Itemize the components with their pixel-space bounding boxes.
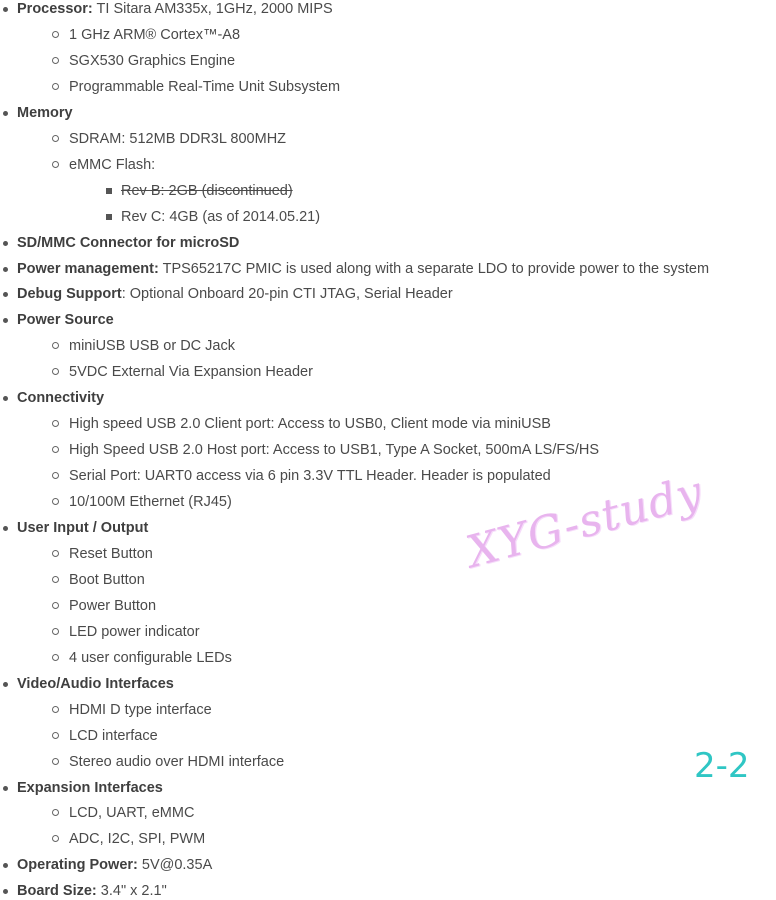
spec-item-value: 5VDC External Via Expansion Header bbox=[69, 364, 313, 380]
circle-bullet-icon bbox=[52, 472, 59, 479]
spec-item-label: Connectivity bbox=[17, 390, 105, 406]
spec-item-label: User Input / Output bbox=[17, 520, 149, 536]
watermark: XYG-study bbox=[461, 466, 709, 579]
spec-item-text bbox=[17, 260, 709, 278]
circle-bullet-icon bbox=[52, 550, 59, 557]
spec-item-text bbox=[121, 182, 293, 200]
spec-item-text bbox=[17, 0, 333, 18]
circle-bullet-icon bbox=[52, 161, 59, 168]
spec-item-text bbox=[17, 285, 453, 303]
spec-item-text bbox=[121, 208, 320, 226]
spec-item-text bbox=[17, 234, 239, 252]
spec-item-label: Power Source bbox=[17, 312, 114, 328]
spec-item-value: HDMI D type interface bbox=[69, 702, 212, 718]
spec-item-value: Rev B: 2GB (discontinued) bbox=[121, 183, 293, 199]
spec-item-value: TI Sitara AM335x, 1GHz, 2000 MIPS bbox=[92, 1, 333, 17]
spec-item-value: 10/100M Ethernet (RJ45) bbox=[69, 494, 232, 510]
spec-item-value: High speed USB 2.0 Client port: Access to USB0, Client mode via miniUSB bbox=[69, 416, 551, 432]
spec-item-text bbox=[69, 52, 235, 70]
disc-bullet-icon bbox=[3, 863, 8, 868]
spec-item-value: Serial Port: UART0 access via 6 pin 3.3V TTL Header. Header is populated bbox=[69, 468, 551, 484]
spec-item-text bbox=[17, 675, 174, 693]
spec-item-text bbox=[17, 519, 148, 537]
spec-item-value: SGX530 Graphics Engine bbox=[69, 53, 236, 69]
circle-bullet-icon bbox=[52, 31, 59, 38]
spec-item-text bbox=[69, 571, 145, 589]
spec-item-text bbox=[69, 649, 232, 667]
spec-item-text bbox=[69, 130, 286, 148]
spec-item-text bbox=[17, 779, 163, 797]
spec-item-text bbox=[69, 26, 240, 44]
spec-item-text bbox=[17, 311, 114, 329]
circle-bullet-icon bbox=[52, 732, 59, 739]
circle-bullet-icon bbox=[52, 368, 59, 375]
spec-item-value: ADC, I2C, SPI, PWM bbox=[69, 831, 206, 847]
spec-item-text bbox=[69, 623, 200, 641]
spec-item-text bbox=[69, 493, 232, 511]
spec-item-text bbox=[69, 597, 156, 615]
spec-item-label: Processor: bbox=[17, 1, 93, 17]
circle-bullet-icon bbox=[52, 446, 59, 453]
spec-item-label: Expansion Interfaces bbox=[17, 780, 163, 796]
circle-bullet-icon bbox=[52, 602, 59, 609]
square-bullet-icon bbox=[106, 214, 112, 220]
spec-item-text bbox=[69, 701, 212, 719]
spec-item-label: Power management: bbox=[17, 261, 159, 277]
spec-item-value: Power Button bbox=[69, 598, 157, 614]
spec-item-value: TPS65217C PMIC is used along with a separate LDO to provide power to the system bbox=[158, 261, 710, 277]
disc-bullet-icon bbox=[3, 292, 8, 297]
disc-bullet-icon bbox=[3, 111, 8, 116]
circle-bullet-icon bbox=[52, 57, 59, 64]
spec-item-text bbox=[69, 78, 340, 96]
spec-item-value: : Optional Onboard 20-pin CTI JTAG, Serial Header bbox=[121, 286, 453, 302]
spec-item-value: LCD, UART, eMMC bbox=[69, 805, 195, 821]
disc-bullet-icon bbox=[3, 889, 8, 894]
spec-item-value: Rev C: 4GB (as of 2014.05.21) bbox=[121, 209, 321, 225]
spec-item-value: Reset Button bbox=[69, 546, 153, 562]
disc-bullet-icon bbox=[3, 267, 8, 272]
spec-item-text bbox=[69, 545, 153, 563]
spec-item-text bbox=[17, 389, 104, 407]
spec-item-value: 4 user configurable LEDs bbox=[69, 650, 232, 666]
spec-item-value: Programmable Real-Time Unit Subsystem bbox=[69, 79, 341, 95]
circle-bullet-icon bbox=[52, 498, 59, 505]
spec-item-text bbox=[69, 156, 155, 174]
spec-item-value: SDRAM: 512MB DDR3L 800MHZ bbox=[69, 131, 287, 147]
spec-item-text bbox=[69, 415, 551, 433]
spec-item-text bbox=[17, 104, 73, 122]
spec-item-value: 5V@0.35A bbox=[137, 857, 213, 873]
spec-item-label: SD/MMC Connector for microSD bbox=[17, 235, 240, 251]
circle-bullet-icon bbox=[52, 809, 59, 816]
spec-item-value: LCD interface bbox=[69, 728, 158, 744]
spec-item-value: eMMC Flash: bbox=[69, 157, 156, 173]
page-label: 2-2 bbox=[694, 746, 750, 786]
circle-bullet-icon bbox=[52, 835, 59, 842]
circle-bullet-icon bbox=[52, 654, 59, 661]
spec-item-text bbox=[69, 467, 551, 485]
spec-item-text bbox=[69, 727, 158, 745]
disc-bullet-icon bbox=[3, 241, 8, 246]
circle-bullet-icon bbox=[52, 758, 59, 765]
spec-item-text bbox=[69, 830, 205, 848]
circle-bullet-icon bbox=[52, 576, 59, 583]
disc-bullet-icon bbox=[3, 318, 8, 323]
disc-bullet-icon bbox=[3, 682, 8, 687]
disc-bullet-icon bbox=[3, 7, 8, 12]
spec-item-text bbox=[69, 753, 284, 771]
spec-item-value: High Speed USB 2.0 Host port: Access to USB1, Type A Socket, 500mA LS/FS/HS bbox=[69, 442, 600, 458]
disc-bullet-icon bbox=[3, 396, 8, 401]
spec-item-text bbox=[69, 441, 599, 459]
spec-item-value: LED power indicator bbox=[69, 624, 200, 640]
spec-item-text bbox=[17, 856, 212, 874]
spec-item-text bbox=[69, 337, 235, 355]
spec-item-label: Memory bbox=[17, 105, 73, 121]
spec-item-text bbox=[69, 804, 194, 822]
spec-item-value: Boot Button bbox=[69, 572, 145, 588]
spec-item-label: Debug Support bbox=[17, 286, 122, 302]
circle-bullet-icon bbox=[52, 706, 59, 713]
disc-bullet-icon bbox=[3, 786, 8, 791]
circle-bullet-icon bbox=[52, 420, 59, 427]
spec-item-value: 3.4" x 2.1" bbox=[96, 883, 167, 899]
spec-item-text bbox=[69, 363, 313, 381]
circle-bullet-icon bbox=[52, 342, 59, 349]
spec-item-text bbox=[17, 882, 167, 900]
disc-bullet-icon bbox=[3, 526, 8, 531]
spec-item-value: 1 GHz ARM® Cortex™-A8 bbox=[69, 27, 241, 43]
spec-item-label: Operating Power: bbox=[17, 857, 138, 873]
spec-item-label: Video/Audio Interfaces bbox=[17, 676, 174, 692]
spec-item-value: Stereo audio over HDMI interface bbox=[69, 754, 285, 770]
circle-bullet-icon bbox=[52, 628, 59, 635]
spec-item-value: miniUSB USB or DC Jack bbox=[69, 338, 235, 354]
circle-bullet-icon bbox=[52, 135, 59, 142]
circle-bullet-icon bbox=[52, 83, 59, 90]
spec-item-label: Board Size: bbox=[17, 883, 97, 899]
square-bullet-icon bbox=[106, 188, 112, 194]
